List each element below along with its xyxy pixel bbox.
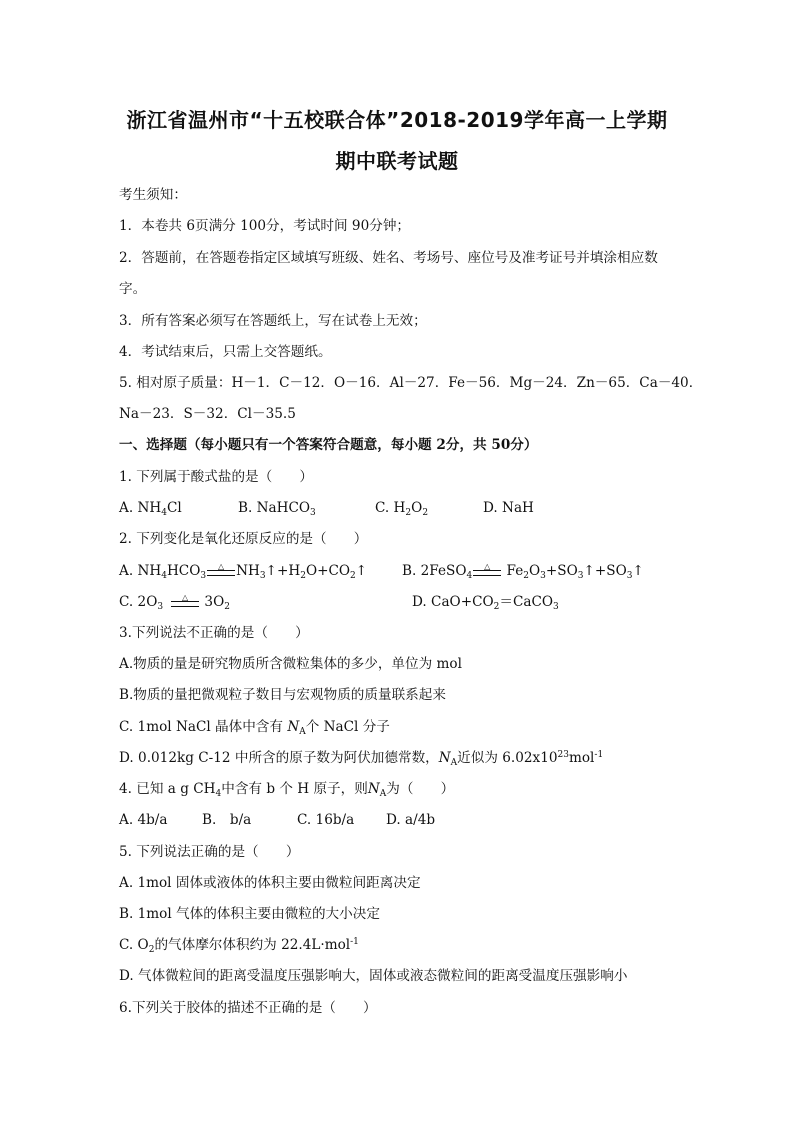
notice-item-4: 4．考试结束后，只需上交答题纸。 <box>119 344 332 360</box>
q5-option-d: D. 气体微粒间的距离受温度压强影响大，固体或液态微粒间的距离受温度压强影响小 <box>119 968 628 984</box>
heat-equals-sign: △ <box>207 566 235 578</box>
q4-option-b: B. b/a <box>202 812 252 828</box>
q1-option-c: C. $H_2O_2$ <box>375 500 429 518</box>
q1-option-d: D. NaH <box>483 500 534 516</box>
q4-option-a: A. 4b/a <box>119 812 168 828</box>
question-1-stem: 1. 下列属于酸式盐的是（ ） <box>119 469 314 485</box>
notice-item-3: 3．所有答案必须写在答题纸上，写在试卷上无效； <box>119 313 427 329</box>
notice-item-2: 2．答题前，在答题卷指定区域填写班级、姓名、考场号、座位号及准考证号并填涂相应数 <box>119 250 658 266</box>
q5-option-a: A. 1mol 固体或液体的体积主要由微粒间距离决定 <box>119 875 421 891</box>
notice-item-5: 5. 相对原子质量：H－1．C－12．O－16．Al－27．Fe－56．Mg－24．Zn－65．Ca－40． <box>119 375 703 391</box>
section-heading: 一、选择题（每小题只有一个答案符合题意，每小题 2分，共 50分） <box>119 437 538 453</box>
question-6-stem: 6.下列关于胶体的描述不正确的是（ ） <box>119 1000 377 1016</box>
question-4-stem: 4. 已知 a g $CH_4$中含有 b 个 H 原子，则$N_A$为（ ） <box>119 781 455 799</box>
question-2-stem: 2. 下列变化是氧化还原反应的是（ ） <box>119 531 368 547</box>
q3-option-d: D. 0.012kg C-12 中所含的原子数为阿伏加德常数，$N_A$近似为 $6.02x10^{23}mol^{-1}$ <box>119 750 604 768</box>
q3-option-b: B.物质的量把微观粒子数目与宏观物质的质量联系起来 <box>119 687 446 703</box>
heat-equals-sign: △ <box>171 597 199 609</box>
notice-item-2-cont: 字。 <box>119 281 147 297</box>
notice-heading: 考生须知： <box>119 187 187 203</box>
q4-option-c: C. 16b/a <box>297 812 355 828</box>
exam-title-line-2: 期中联考试题 <box>335 149 459 173</box>
notice-item-5-cont: Na－23．S－32．Cl－35.5 <box>119 406 296 422</box>
question-3-stem: 3.下列说法不正确的是（ ） <box>119 625 309 641</box>
notice-item-1: 1．本卷共 6页满分 100分，考试时间 90分钟； <box>119 218 411 234</box>
exam-title-line-1: 浙江省温州市“十五校联合体”2018-2019学年高一上学期 <box>126 108 668 132</box>
q2-option-b: B. 2FeSO$_4$ △ $Fe_2O_3+SO_3↑+SO_3↑$ <box>402 561 644 581</box>
q3-option-c: C. 1mol NaCl 晶体中含有 $N_A$个 NaCl 分子 <box>119 719 390 737</box>
q1-option-b: B. NaHCO$_3$ <box>238 500 316 518</box>
q1-option-a: A. $NH_4Cl$ <box>119 500 182 518</box>
q3-option-a: A.物质的量是研究物质所含微粒集体的多少，单位为 mol <box>119 656 462 672</box>
q2-option-d: D. $CaO+CO_2=CaCO_3$ <box>412 594 559 612</box>
q2-option-a: A. $NH_4HCO_3$ △ $NH_3↑+H_2O+CO_2↑$ <box>119 561 368 581</box>
q2-option-c: C. $2O_3$ △ $3O_2$ <box>119 592 230 612</box>
question-5-stem: 5. 下列说法正确的是（ ） <box>119 844 300 860</box>
q4-option-d: D. a/4b <box>386 812 436 828</box>
q5-option-b: B. 1mol 气体的体积主要由微粒的大小决定 <box>119 906 380 922</box>
heat-equals-sign: △ <box>473 566 501 578</box>
q5-option-c: C. $O_2$的气体摩尔体积约为 22.4L·mol$^{-1}$ <box>119 937 359 955</box>
